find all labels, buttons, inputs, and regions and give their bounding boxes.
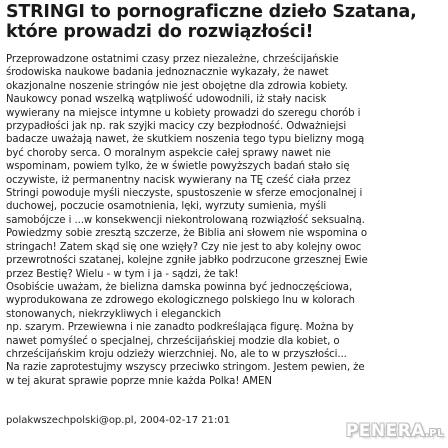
article-title: STRINGI to pornograficzne dzieło Szatana, które prowadzi do rozwiązłości! (6, 2, 417, 42)
watermark-main: PENERA (345, 421, 425, 441)
site-watermark (346, 421, 444, 444)
author-signature: polakwszechpolski@op.pl, 2004-02-17 21:01 (6, 415, 231, 426)
article-body: Przeprowadzone ostatnimi czasy przez niezależne, chrześcijańskie środowiska naukowe badania jednoznacznie wykazały, że nawet okazjonalne noszenie stringów nie jest obojętne dla zdrowia kobiety. Naukowcy ponad wszelką wątpliwość udowodnili, iż stały nacisk wywierany na miejsce intymne u kobiety prowadzi do szeregu chorób i przypadłości jak np. rak szyjki macicy czy bezpłodność. Odważniejsi badacze uważają nawet, że skutkiem noszenia tego typu bielizny mogą być choroby serca. O moralnym aspekcie całej sprawy nawet nie wspominam, powiem tylko, że w świetle powyższych badań stało się oczywiste, iż permanentny nacisk wywierany na TĘ cześć ciała przez Stringi powoduje myśli nieczyste, spustoszenie w sferze emocjonalnej i duchowej, poczucie osamotnienia, lęki, wyrzuty sumienia, myśli samobójcze i ...w konsekwencji niekontrolowaną rozwiązłość seksualną. Powiedzmy sobie zresztą szczerze, że Biblia ani słowem nie wspomina o stringach! Zatem skąd się one wzięły? Czy nie jest to aby kolejny owoc przewrotności szatanej, kolejne zgniłe jabłko podrzucone grzesznej Ewie przez Bestię? Wielu - w tym i ja - sądzi, że tak! Osobiście uważam, że bielizna damska powinna być jednoczęściowa, wyprodukowana ze zdrowego ekologicznego polskiego lnu w kolorach stonowanych, niekrzykliwych i eleganckich np. szarym. Przewiewna i nie zanadto podkreślająca figurę. Można by nawet pomyśleć o specjalnej, chrześcijańskiej modzie dla kobiet, o chrześcijańskim kroju odzieży wierzchniej. No, ale to w przyszłości... Na razie zaprotestujmy wszyscy przeciwko stringom. Jestem pewien, że w tej akurat sprawie poprze mnie każda Polka! AMEN (6, 54, 368, 387)
watermark-suffix: .PL (425, 428, 444, 439)
